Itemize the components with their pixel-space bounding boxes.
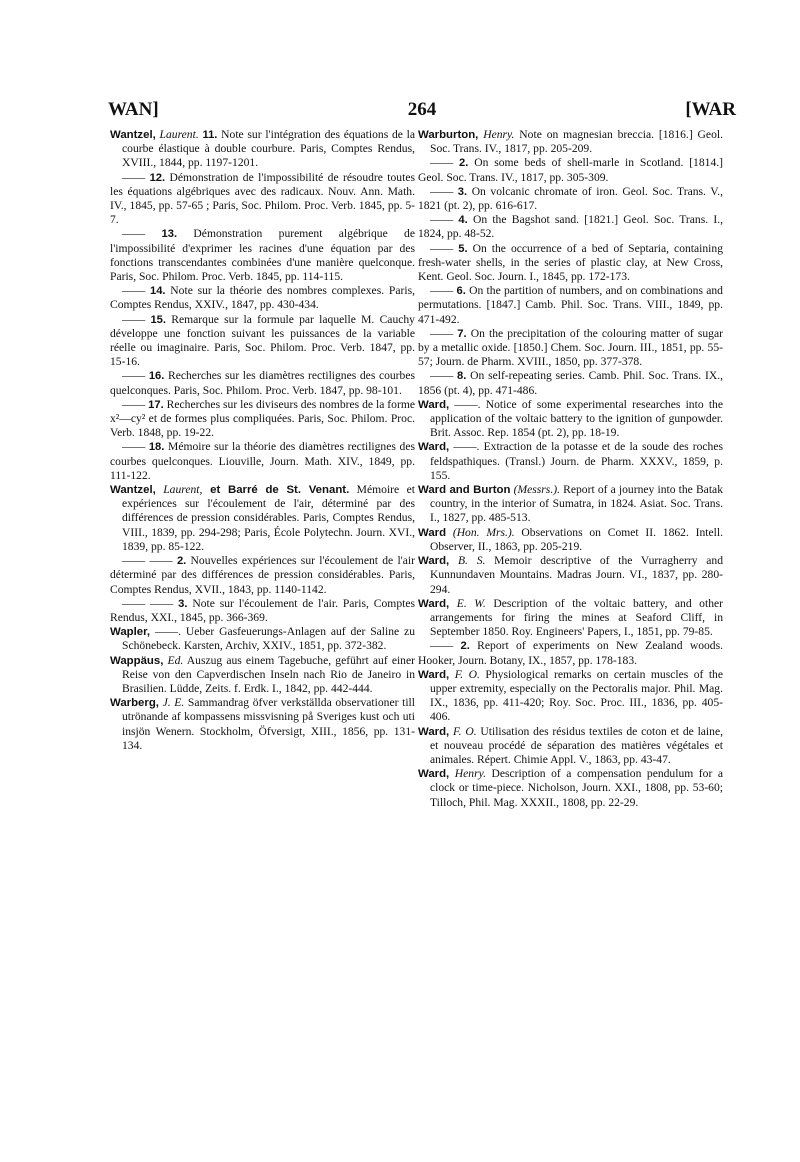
- entry-author: Ward,: [418, 597, 450, 610]
- entry-text: On the occurrence of a bed of Septaria, containing fresh-water shells, in the series of plastic clay, at New Cross, Kent. Geol. Soc. Journ. I., 1845, pp. 172-173.: [418, 241, 723, 284]
- entry-number: 12.: [149, 171, 166, 184]
- entry-author: Ward,: [418, 441, 450, 454]
- bibliography-entry: [418, 767, 723, 810]
- bibliography-entry: [110, 483, 415, 554]
- entry-number: 11.: [202, 129, 218, 141]
- entry-text: Report of experiments on New Zealand woods. Hooker, Journ. Botany, IX., 1857, pp. 178-183.: [418, 639, 723, 667]
- entry-dash: ——: [430, 369, 454, 383]
- entry-author-forename: B. S.: [457, 554, 486, 568]
- entry-author: Ward,: [418, 555, 450, 568]
- entry-number: 16.: [148, 370, 165, 383]
- entry-author-forename: F. O.: [453, 724, 477, 738]
- entry-coauthor-forename: (Messrs.).: [510, 483, 560, 497]
- entry-text: Memoir descriptive of the Vurragherry and Kunnundaven Mountains. Madras Journ. VI., 1837, pp. 280-294.: [430, 554, 723, 596]
- entry-dash: ——: [122, 440, 146, 454]
- entry-dash: —— ——: [122, 596, 174, 610]
- bibliography-entry: [418, 597, 723, 640]
- entry-dash: ——: [430, 326, 454, 340]
- entry-dash: ——: [430, 284, 454, 298]
- entry-dash: ——: [430, 213, 454, 227]
- entry-author: Ward: [418, 526, 447, 539]
- entry-number: 17.: [148, 398, 164, 411]
- entry-text: Sammandrag öfver verkställda observationer till utrönande af kompassens missvisning på Sveriges kust och uti insjön Wenern. Stockholm, Öfversigt, XIII., 1856, pp. 131-134.: [122, 696, 415, 752]
- bibliography-entry: [110, 171, 415, 228]
- entry-number: 14.: [149, 285, 166, 298]
- entry-dash: ——: [430, 639, 454, 653]
- entry-author: Ward,: [418, 725, 450, 738]
- entry-number: 15.: [150, 313, 166, 326]
- entry-text: Remarque sur la formule par laquelle M. Cauchy développe une fonction suivant les puissances de la variable réelle ou imaginaire. Paris, Soc. Philom. Proc. Verb. 1847, pp. 15-16.: [110, 312, 415, 369]
- entry-author-forename: E. W.: [456, 596, 486, 610]
- entry-coauthor: et Barré de St. Venant.: [202, 484, 350, 497]
- entry-dash: ——: [122, 170, 146, 184]
- entry-number: 4.: [458, 214, 468, 227]
- entry-author-forename: (Hon. Mrs.).: [452, 525, 515, 539]
- entry-text: Report of a journey into the Batak country, in the interior of Sumatra, in 1824. Asiat. Soc. Trans. I., 1827, pp. 485-513.: [430, 483, 723, 525]
- entry-author-forename: Henry.: [483, 128, 515, 141]
- entry-author: Ward: [418, 484, 447, 497]
- entry-text: Observations on Comet II. 1862. Intell. Observer, II., 1863, pp. 205-219.: [430, 525, 723, 553]
- entry-text: Auszug aus einem Tagebuche, geführt auf einer Reise von den Capverdischen Inseln nach Rio de Janeiro in Brasilien. Lüdde, Zeits. f. Erdk. I., 1842, pp. 442-444.: [122, 653, 415, 695]
- bibliography-entry: [110, 398, 415, 441]
- bibliography-entry: [110, 128, 415, 171]
- bibliography-entry: [110, 654, 415, 697]
- entry-author-forename: Henry.: [454, 767, 486, 781]
- entry-text: Nouvelles expériences sur l'écoulement de l'air déterminé par des différences de pression considérables. Paris, Comptes Rendus, XVII., 1843, pp. 1140-1142.: [110, 554, 416, 596]
- entry-dash: ——: [122, 312, 146, 326]
- bibliography-entry: [110, 284, 415, 312]
- bibliography-entry: [418, 284, 723, 327]
- entry-text: On the partition of numbers, and on combinations and permutations. [1847.] Camb. Phil. Soc. Trans. VIII., 1849, pp. 471-492.: [418, 284, 723, 326]
- entry-number: 13.: [161, 228, 178, 241]
- entry-author-forename: J. E.: [162, 696, 185, 710]
- entry-number: 3.: [457, 185, 468, 198]
- entry-text: Note sur l'écoulement de l'air. Paris, Comptes Rendus, XXI., 1845, pp. 366-369.: [110, 596, 416, 624]
- entry-dash: ——: [430, 184, 454, 198]
- bibliography-entry: [110, 696, 415, 753]
- entry-number: 18.: [148, 441, 165, 454]
- entry-text: On self-repeating series. Camb. Phil. Soc. Trans. IX., 1856 (pt. 4), pp. 471-486.: [418, 369, 723, 397]
- page-number: 264: [407, 99, 437, 120]
- entry-text: Mémoire et expériences sur l'écoulement de l'air, déterminé par des différences de pression considérables. Paris, Comptes Rendus, VIII., 1839, pp. 294-298; Paris, École Polytechn. Journ. XVI., 1839, pp. 85-122.: [122, 483, 415, 553]
- bibliography-entry: [418, 369, 723, 397]
- entry-number: 6.: [456, 285, 466, 298]
- bibliography-entry: [110, 440, 415, 483]
- entry-text: Mémoire sur la théorie des diamètres rectilignes des courbes quelconques. Liouville, Journ. Math. XIV., 1849, pp. 111-122.: [110, 440, 415, 482]
- bibliography-entry: [110, 313, 415, 370]
- entry-author: Warberg,: [110, 697, 159, 710]
- entry-text: ——. Notice of some experimental researches into the application of the voltaic battery to the ignition of gunpowder. Brit. Assoc. Rep. 1854 (pt. 2), pp. 18-19.: [430, 397, 723, 440]
- entry-text: ——. Extraction de la potasse et de la soude des roches feldspathiques. (Transl.) Journ. de Pharm. XXXV., 1859, p. 155.: [430, 440, 723, 482]
- entry-author: Ward,: [418, 398, 450, 411]
- entry-author-forename: F. O.: [454, 667, 480, 681]
- entry-number: 8.: [456, 370, 467, 383]
- header-left-range: WAN]: [108, 99, 159, 120]
- bibliography-entry: [418, 554, 723, 597]
- entry-number: 2.: [176, 555, 187, 568]
- entry-number: 2.: [460, 640, 470, 653]
- left-column: [110, 128, 415, 753]
- entry-dash: ——: [122, 369, 146, 383]
- bibliography-entry: [418, 185, 723, 213]
- bibliography-entry: [418, 639, 723, 667]
- entry-dash: ——: [430, 241, 454, 255]
- bibliography-entry: [418, 725, 723, 768]
- entry-dash: —— ——: [122, 554, 173, 568]
- bibliography-entry: [418, 156, 723, 184]
- entry-text: ——. Ueber Gasfeuerungs-Anlagen auf der Saline zu Schönebeck. Karsten, Archiv, XXIV., 1851, pp. 372-382.: [122, 625, 415, 653]
- bibliography-entry: [110, 597, 415, 625]
- entry-text: On the Bagshot sand. [1821.] Geol. Soc. Trans. I., 1824, pp. 48-52.: [418, 213, 723, 241]
- bibliography-entry: [110, 554, 415, 597]
- entry-text: Utilisation des résidus textiles de coton et de laine, et nouveau procédé de séparation des matières végétales et animales. Répert. Chimie Appl. V., 1863, pp. 43-47.: [430, 724, 723, 766]
- entry-author-forename: Ed.: [167, 653, 184, 667]
- entry-text: Recherches sur les diviseurs des nombres de la forme x²—cy² et de formes plus compliquées. Paris, Soc. Philom. Proc. Verb. 1848, pp. 19-22.: [110, 397, 415, 440]
- entry-text: Note on magnesian breccia. [1816.] Geol. Soc. Trans. IV., 1817, pp. 205-209.: [430, 128, 723, 156]
- entry-number: 3.: [178, 597, 188, 610]
- entry-text: Note sur l'intégration des équations de la courbe élastique à double courbure. Paris, Comptes Rendus, XVIII., 1844, pp. 1197-1201.: [122, 128, 416, 170]
- entry-author: Wantzel,: [110, 129, 156, 141]
- entry-author-forename: Laurent,: [163, 483, 203, 497]
- entry-dash: ——: [122, 397, 146, 411]
- bibliography-entry: [418, 242, 723, 285]
- entry-text: Démonstration purement algébrique de l'impossibilité d'exprimer les racines d'une équation par des fonctions transcendantes combinées d'une manière quelconque. Paris, Soc. Philom. Proc. Verb. 1845, pp. 114-115.: [110, 227, 415, 284]
- bibliography-entry: [418, 483, 723, 526]
- entry-author-forename: Laurent.: [159, 128, 199, 141]
- entry-coauthor: and Burton: [446, 484, 511, 497]
- entry-text: Description of a compensation pendulum for a clock or time-piece. Nicholson, Journ. XXI., 1808, pp. 53-60; Tilloch, Phil. Mag. XXXII., 1808, pp. 22-29.: [430, 767, 723, 809]
- entry-text: On the precipitation of the colouring matter of sugar by a metallic oxide. [1850.] Chem. Soc. Journ. III., 1851, pp. 55-57; Journ. de Pharm. XVIII., 1850, pp. 377-378.: [418, 326, 723, 369]
- entry-text: Description of the voltaic battery, and other arrangements for firing the mines at Seaford Cliff, in September 1850. Roy. Engineers' Papers, I., 1851, pp. 79-85.: [430, 596, 724, 639]
- entry-dash: ——: [430, 156, 454, 170]
- bibliography-entry: [418, 526, 723, 554]
- entry-author: Wappäus,: [110, 654, 164, 667]
- entry-number: 7.: [457, 327, 467, 340]
- entry-text: Démonstration de l'impossibilité de résoudre toutes les équations algébriques avec des radicaux. Nouv. Ann. Math. IV., 1845, pp. 57-65 ; Paris, Soc. Philom. Proc. Verb. 1845, pp. 5-7.: [110, 170, 415, 227]
- entry-dash: ——: [122, 227, 146, 241]
- entry-author: Ward,: [418, 668, 450, 681]
- bibliography-entry: [418, 128, 723, 156]
- entry-text: Note sur la théorie des nombres complexes. Paris, Comptes Rendus, XXIV., 1847, pp. 430-434.: [110, 284, 415, 312]
- bibliography-entry: [418, 440, 723, 483]
- entry-text: On some beds of shell-marle in Scotland. [1814.] Geol. Soc. Trans. IV., 1817, pp. 305-309.: [418, 156, 724, 184]
- entry-author: Wapler,: [110, 626, 151, 639]
- bibliography-entry: [110, 227, 415, 284]
- entry-author: Ward,: [418, 768, 450, 781]
- bibliography-entry: [110, 369, 415, 397]
- entry-number: 5.: [458, 242, 468, 255]
- entry-number: 2.: [459, 157, 469, 170]
- bibliography-entry: [418, 213, 723, 241]
- entry-text: On volcanic chromate of iron. Geol. Soc. Trans. V., 1821 (pt. 2), pp. 616-617.: [418, 184, 723, 213]
- entry-text: Physiological remarks on certain muscles of the upper extremity, especially on the Pectoralis major. Phil. Mag. IX., 1836, pp. 411-420; Roy. Soc. Proc. III., 1836, pp. 405-406.: [430, 667, 724, 724]
- bibliography-entry: [418, 327, 723, 370]
- bibliography-entry: [110, 625, 415, 653]
- right-column: [418, 128, 723, 810]
- entry-text: Recherches sur les diamètres rectilignes des courbes quelconques. Paris, Soc. Philom. Proc. Verb. 1847, pp. 98-101.: [110, 369, 415, 397]
- entry-author: Warburton,: [418, 129, 479, 141]
- header-right-range: [WAR: [685, 99, 736, 120]
- bibliography-entry: [418, 668, 723, 725]
- running-header: [108, 99, 736, 123]
- entry-dash: ——: [122, 284, 146, 298]
- entry-author: Wantzel,: [110, 484, 156, 497]
- bibliography-entry: [418, 398, 723, 441]
